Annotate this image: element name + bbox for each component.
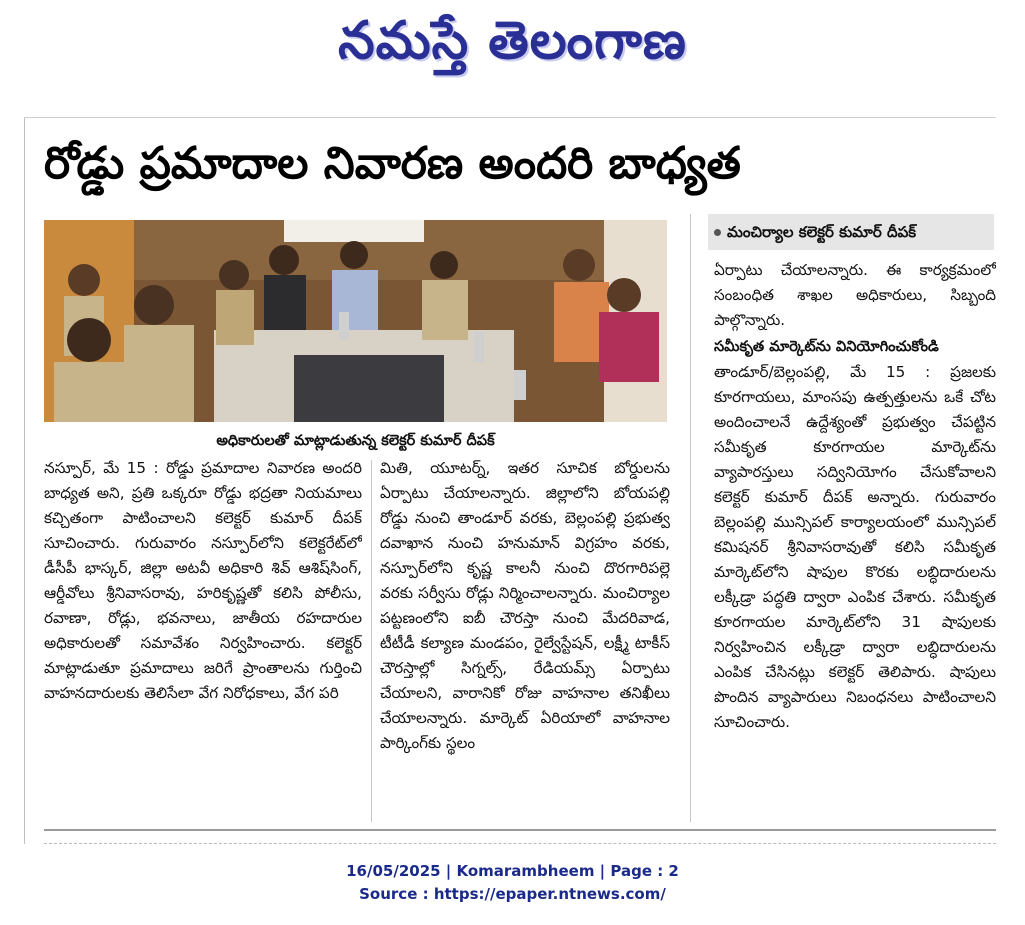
article-kicker: [708, 214, 994, 250]
article-headline: రోడ్డు ప్రమాదాల నివారణ అందరి బాధ్యత: [44, 138, 741, 189]
kicker-text: మంచిర్యాల కలెక్టర్ కుమార్ దీపక్: [727, 223, 917, 241]
column-3-paragraph-2: తాండూర్/బెల్లంపల్లి, మే 15 : ప్రజలకు కూరగాయలు, మాంసపు ఉత్పత్తులను ఒకే చోట అందించాలనే ఉద్దేశ్యంతో ప్రభుత్వం చేపట్టిన సమీకృత కూరగాయల మార్కెట్‌ను వ్యాపారస్తులు సద్వినియోగం చేసుకోవాలని కలెక్టర్ కుమార్ దీపక్ అన్నారు. గురువారం బెల్లంపల్లి మున్సిపల్ కార్యాలయంలో మున్సిపల్ కమిషనర్ శ్రీనివాసరావుతో కలిసి సమీకృత మార్కెట్‌లోని షాపుల కొరకు లబ్ధిదారులను లక్కీడ్రా పద్ధతి ద్వారా ఎంపిక చేశారు. సమీకృత కూరగాయల మార్కెట్‌లోని 31 షాపులకు నిర్వహించిన లక్కీడ్రా ద్వారా లబ్ధిదారులను ఎంపిక చేసినట్లు కలెక్టర్ తెలిపారు. షాపులు పొందిన వ్యాపారులు నిబంధనలు పాటించాలని సూచించారు.: [714, 363, 996, 731]
column-divider: [690, 214, 691, 822]
source-info: Source : https://epaper.ntnews.com/: [359, 885, 666, 903]
article-column-1: నస్పూర్, మే 15 : రోడ్డు ప్రమాదాల నివారణ అందరి బాధ్యత అని, ప్రతి ఒక్కరూ రోడ్డు భద్రతా నియమాలు కచ్చితంగా పాటించాలని కలెక్టర్ కుమార్ దీపక్ సూచించారు. గురువారం నస్పూర్‌లోని కలెక్టరేట్‌లో డీసీపీ భాస్కర్, జిల్లా అటవీ అధికారి శివ్ ఆశిష్‌సింగ్, ఆర్డీవోలు శ్రీనివాసరావు, హరికృష్ణతో కలిసి పోలీసు, రవాణా, రోడ్లు, భవనాలు, జాతీయ రహదారుల అధికారులతో సమావేశం నిర్వహించారు. కలెక్టర్ మాట్లాడుతూ ప్రమాదాలు జరిగే ప్రాంతాలను గుర్తించి వాహనదారులకు తెలిసేలా వేగ నిరోధకాలు, వేగ పరి: [44, 459, 362, 702]
article-photo: [44, 220, 667, 422]
column-divider: [371, 460, 372, 822]
column-3-subheading: సమీకృత మార్కెట్‌ను వినియోగించుకోండి: [714, 339, 939, 355]
edition-info: 16/05/2025 | Komarambheem | Page : 2: [346, 862, 679, 880]
masthead: [0, 6, 1025, 76]
photo-caption: అధికారులతో మాట్లాడుతున్న కలెక్టర్ కుమార్ దీపక్: [216, 433, 495, 449]
article-column-2: మితి, యూటర్న్, ఇతర సూచిక బోర్డులను ఏర్పాటు చేయాలన్నారు. జిల్లాలోని బోయపల్లి రోడ్డు నుంచి తాండూర్ వరకు, బెల్లంపల్లి ప్రభుత్వ దవాఖాన నుంచి హనుమాన్ విగ్రహం వరకు, నస్పూర్‌లోని కృష్ణ కాలనీ నుంచి దొరగారిపల్లె వరకు సర్వీసు రోడ్లు నిర్మించాలన్నారు. మంచిర్యాల పట్టణంలోని ఐబీ చౌరస్తా నుంచి మేదరివాడ, టీటీడీ కల్యాణ మండపం, రైల్వేస్టేషన్, లక్ష్మీ టాకీస్ చౌరస్తాల్లో సిగ్నల్స్, రేడియమ్స్ ఏర్పాటు చేయాలని, వారానికో రోజు వాహనాల తనిఖీలు చేయాలన్నారు. మార్కెట్ ఏరియాలో వాహనాల పార్కింగ్‌కు స్థలం: [380, 459, 670, 752]
bullet-icon: [714, 229, 721, 236]
clipping-cut-line: [44, 843, 996, 845]
column-3-paragraph-1: ఏర్పాటు చేయాలన్నారు. ఈ కార్యక్రమంలో సంబంధిత శాఖల అధికారులు, సిబ్బంది పాల్గొన్నారు.: [714, 261, 996, 329]
newspaper-logo: నమస్తే తెలంగాణ: [338, 11, 687, 71]
clipping-bottom-rule: [44, 829, 996, 831]
article-column-3: [714, 258, 996, 838]
meeting-photo-illustration: [44, 220, 667, 422]
